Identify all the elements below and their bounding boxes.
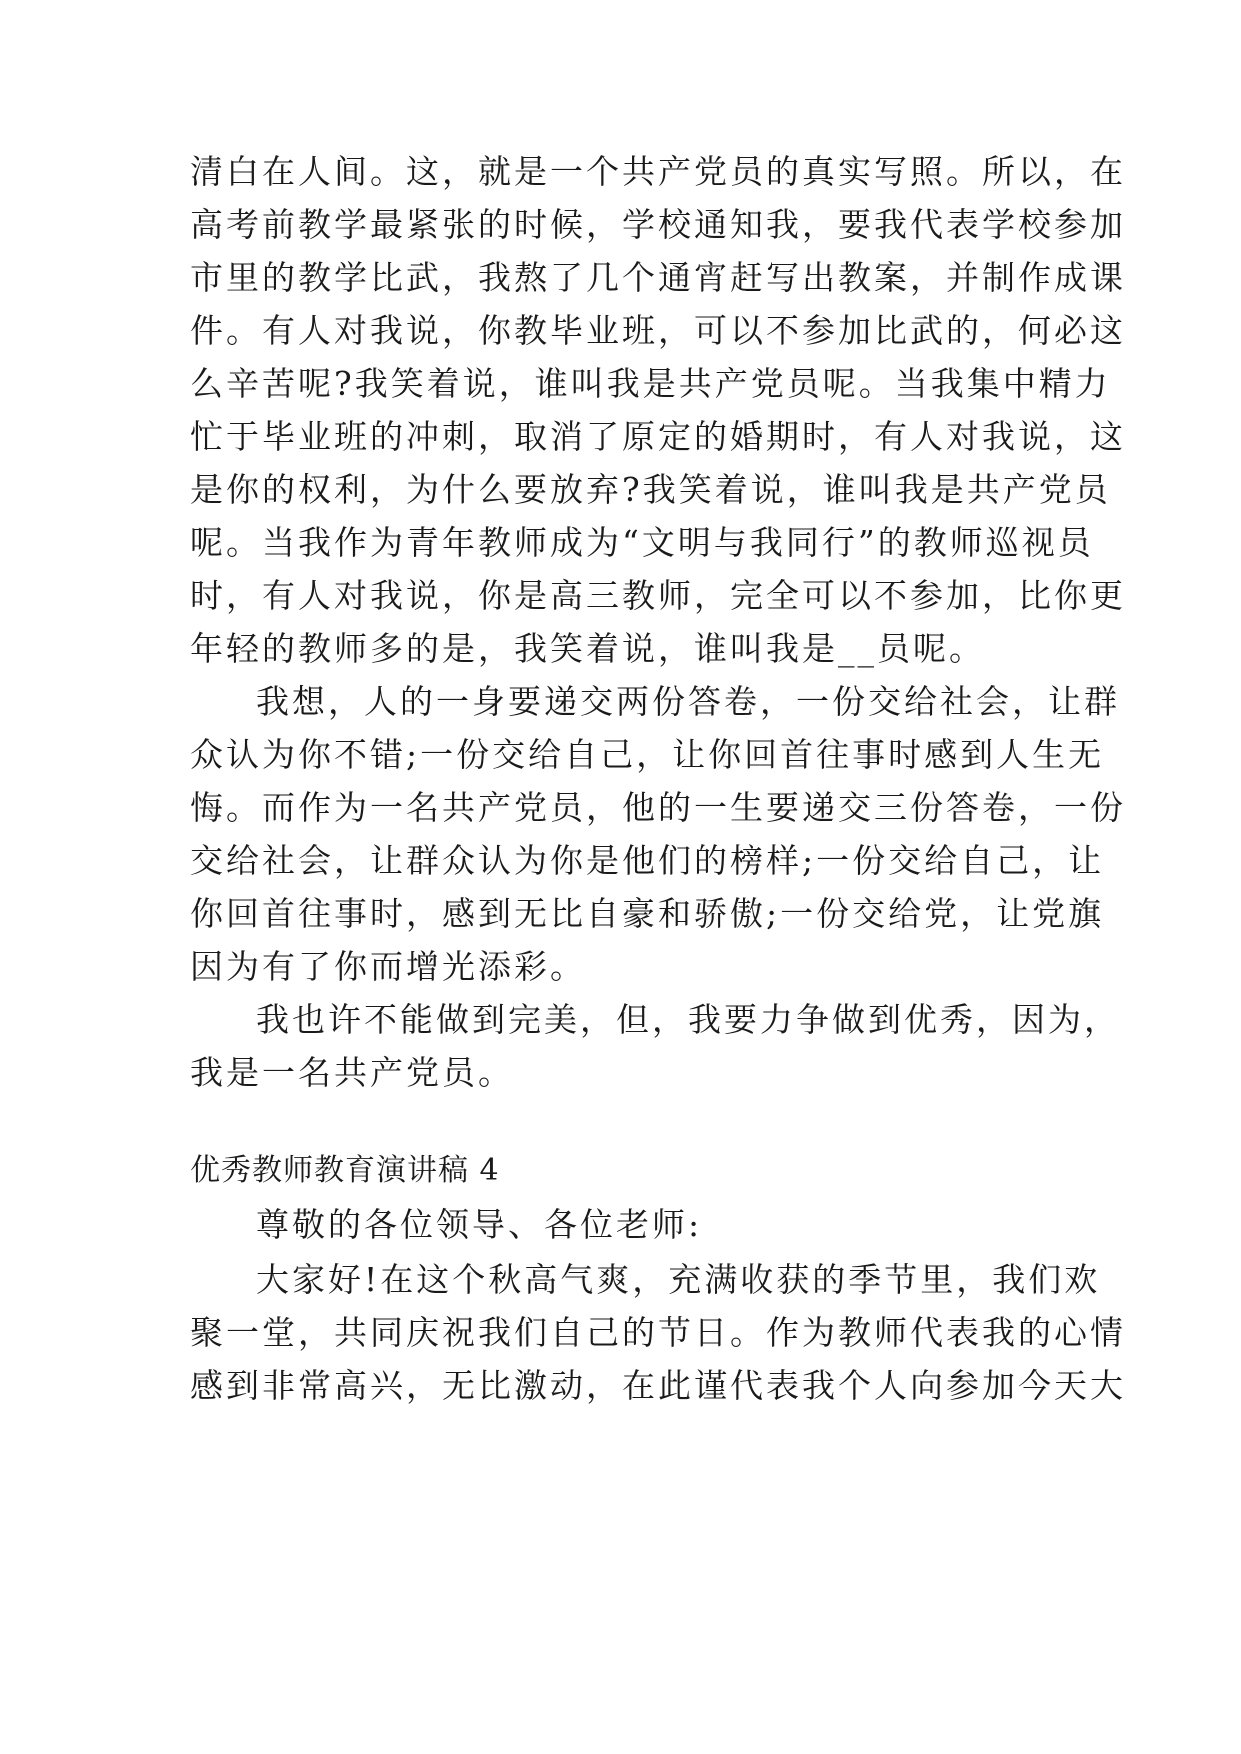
paragraph-line: 么辛苦呢?我笑着说，谁叫我是共产党员呢。当我集中精力 <box>190 364 1111 403</box>
paragraph-line: 众认为你不错;一份交给自己，让你回首往事时感到人生无 <box>190 735 1105 774</box>
paragraph-line: 忙于毕业班的冲刺，取消了原定的婚期时，有人对我说，这 <box>190 417 1126 456</box>
paragraph-line: 件。有人对我说，你教毕业班，可以不参加比武的，何必这 <box>190 311 1126 350</box>
paragraph-first-line: 我也许不能做到完美，但，我要力争做到优秀，因为， <box>256 1000 1120 1039</box>
paragraph-line: 是你的权利，为什么要放弃?我笑着说，谁叫我是共产党员 <box>190 470 1111 509</box>
paragraph-line: 高考前教学最紧张的时候，学校通知我，要我代表学校参加 <box>190 205 1126 244</box>
paragraph-line: 我是一名共产党员。 <box>190 1053 514 1092</box>
paragraph-first-line: 大家好!在这个秋高气爽，充满收获的季节里，我们欢 <box>256 1260 1101 1299</box>
paragraph-line: 因为有了你而增光添彩。 <box>190 947 586 986</box>
paragraph-line: 市里的教学比武，我熬了几个通宵赶写出教案，并制作成课 <box>190 258 1126 297</box>
section-heading: 优秀教师教育演讲稿 4 <box>190 1153 500 1188</box>
paragraph-line: 聚一堂，共同庆祝我们自己的节日。作为教师代表我的心情 <box>190 1313 1126 1352</box>
paragraph-line: 时，有人对我说，你是高三教师，完全可以不参加，比你更 <box>190 576 1126 615</box>
paragraph-line: 你回首往事时，感到无比自豪和骄傲;一份交给党，让党旗 <box>190 894 1105 933</box>
paragraph-line: 年轻的教师多的是，我笑着说，谁叫我是__员呢。 <box>190 629 985 668</box>
paragraph-line: 呢。当我作为青年教师成为“文明与我同行”的教师巡视员 <box>190 523 1094 562</box>
salutation: 尊敬的各位领导、各位老师: <box>256 1205 703 1244</box>
paragraph-line: 感到非常高兴，无比激动，在此谨代表我个人向参加今天大 <box>190 1366 1126 1405</box>
paragraph-line: 交给社会，让群众认为你是他们的榜样;一份交给自己，让 <box>190 841 1105 880</box>
paragraph-first-line: 我想，人的一身要递交两份答卷，一份交给社会，让群 <box>256 682 1120 721</box>
paragraph-line: 清白在人间。这，就是一个共产党员的真实写照。所以，在 <box>190 152 1126 191</box>
paragraph-line: 悔。而作为一名共产党员，他的一生要递交三份答卷，一份 <box>190 788 1126 827</box>
